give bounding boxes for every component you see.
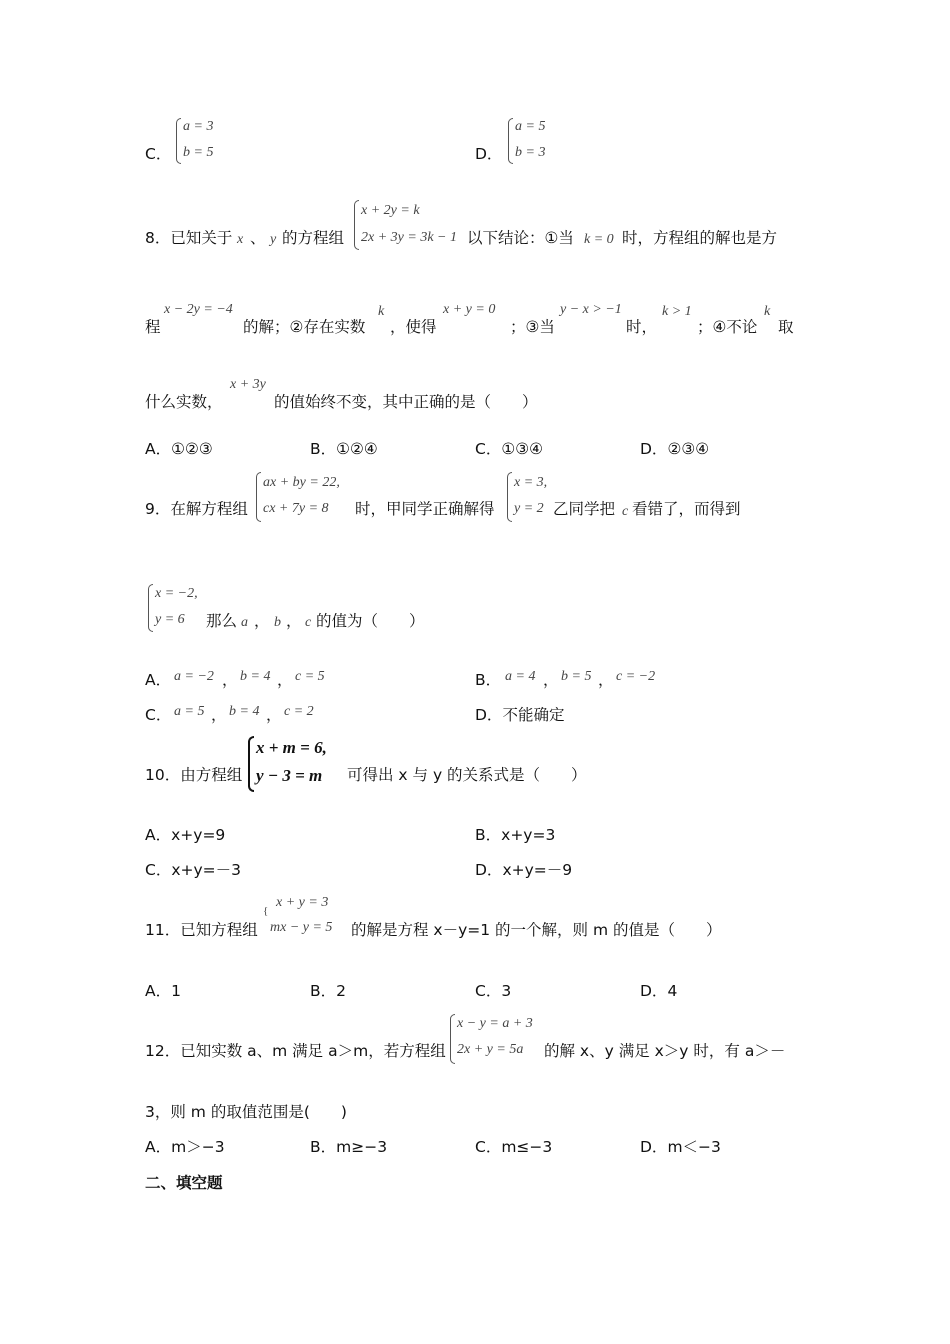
q12-option-b: B．m≥−3 bbox=[310, 1138, 388, 1156]
q8-var-y: y bbox=[270, 232, 277, 247]
q9-option-b-label: B． bbox=[475, 671, 502, 689]
q12-option-c: C．m≤−3 bbox=[475, 1138, 553, 1156]
q8-var-x: x bbox=[237, 232, 244, 247]
q9-option-c-v1: a = 5 bbox=[174, 704, 205, 719]
q10-option-d: D．x+y=－9 bbox=[475, 861, 573, 879]
q11-text-2: 的解是方程 x－y=1 的一个解，则 m 的值是（ ） bbox=[351, 921, 722, 939]
q9-system-eq2: cx + 7y = 8 bbox=[263, 501, 329, 516]
q7-option-d-eq2: b = 3 bbox=[515, 145, 546, 160]
q10-system-eq2: y − 3 = m bbox=[256, 766, 323, 785]
q9-wrong-brace bbox=[148, 584, 153, 632]
q7-option-c-eq1: a = 3 bbox=[183, 119, 214, 134]
q7-option-c-eq2: b = 5 bbox=[183, 145, 214, 160]
q8-text-6: 的解；②存在实数 bbox=[243, 318, 366, 336]
q12-option-a: A．m＞−3 bbox=[145, 1138, 225, 1156]
q9-var-c: c bbox=[622, 504, 629, 519]
q9-var-b: b bbox=[274, 615, 281, 630]
q8-sep: 、 bbox=[250, 229, 266, 247]
q9-option-a-v2: b = 4 bbox=[240, 669, 271, 684]
q8-text-13: 的值始终不变，其中正确的是（ ） bbox=[274, 393, 538, 411]
q10-option-c: C．x+y=－3 bbox=[145, 861, 242, 879]
q10-option-a: A．x+y=9 bbox=[145, 826, 226, 844]
q9-option-c-v3: c = 2 bbox=[284, 704, 314, 719]
q11-option-d: D．4 bbox=[640, 982, 678, 1000]
q8-eq-d: k > 1 bbox=[662, 304, 692, 319]
q9-option-b-v2: b = 5 bbox=[561, 669, 592, 684]
q8-text-11: 取 bbox=[778, 318, 794, 336]
q9-text-1: 9．在解方程组 bbox=[145, 500, 248, 518]
q8-text-8: ；③当 bbox=[510, 318, 555, 336]
q7-option-c-label: C． bbox=[145, 145, 172, 163]
q9-option-d: D．不能确定 bbox=[475, 706, 565, 724]
q9-option-c-label: C． bbox=[145, 706, 172, 724]
q8-option-b: B．①②④ bbox=[310, 440, 378, 458]
q9-option-b-v1: a = 4 bbox=[505, 669, 536, 684]
q7-option-d-label: D． bbox=[475, 145, 503, 163]
q10-system-eq1: x + m = 6, bbox=[256, 738, 327, 757]
q9-solution-eq2: y = 2 bbox=[514, 501, 544, 516]
q9-option-a-v1: a = −2 bbox=[174, 669, 214, 684]
q9-option-b-sep2: ， bbox=[598, 671, 614, 689]
q8-text-2: 的方程组 bbox=[282, 229, 345, 247]
q10-system-brace bbox=[248, 736, 254, 792]
q8-system-eq1: x + 2y = k bbox=[361, 203, 420, 218]
q9-comma-1: ， bbox=[254, 612, 270, 630]
section-2-title: 二、填空题 bbox=[145, 1174, 223, 1192]
q8-k-1: k bbox=[378, 304, 385, 319]
q9-option-a-sep1: ， bbox=[222, 671, 238, 689]
q9-comma-2: ， bbox=[286, 612, 302, 630]
q9-var-c-2: c bbox=[305, 615, 312, 630]
q9-text-3: 乙同学把 bbox=[553, 500, 616, 518]
q8-eq-c: y − x > −1 bbox=[560, 302, 622, 317]
q8-text-3: 以下结论：①当 bbox=[467, 229, 574, 247]
q8-k-2: k bbox=[764, 304, 771, 319]
q9-wrong-eq2: y = 6 bbox=[155, 612, 185, 627]
q11-system-eq2: mx − y = 5 bbox=[270, 920, 333, 935]
q8-system-brace bbox=[354, 200, 359, 250]
q9-option-c-v2: b = 4 bbox=[229, 704, 260, 719]
q9-text-5: 那么 bbox=[206, 612, 238, 630]
q9-system-eq1: ax + by = 22, bbox=[263, 475, 340, 490]
q12-system-brace bbox=[450, 1014, 455, 1064]
q9-option-c-sep1: ， bbox=[211, 706, 227, 724]
q8-text-5: 程 bbox=[145, 318, 161, 336]
q8-option-d: D．②③④ bbox=[640, 440, 710, 458]
q8-text-12: 什么实数， bbox=[145, 393, 223, 411]
q7-option-c-brace bbox=[176, 118, 181, 164]
q8-eq-b: x + y = 0 bbox=[443, 302, 496, 317]
q12-option-d: D．m＜−3 bbox=[640, 1138, 721, 1156]
q8-text-1: 8．已知关于 bbox=[145, 229, 233, 247]
q10-text-2: 可得出 x 与 y 的关系式是（ ） bbox=[347, 766, 587, 784]
q8-text-7: ，使得 bbox=[390, 318, 437, 336]
q9-option-b-sep1: ， bbox=[543, 671, 559, 689]
q8-text-10: ；④不论 bbox=[697, 318, 758, 336]
q11-system-eq1: x + y = 3 bbox=[276, 895, 329, 910]
q9-option-a-sep2: ， bbox=[277, 671, 293, 689]
q8-k-zero: k = 0 bbox=[584, 232, 614, 247]
q12-text-2: 的解 x、y 满足 x＞y 时，有 a＞－ bbox=[544, 1042, 786, 1060]
q12-text-3: 3，则 m 的取值范围是( ) bbox=[145, 1103, 347, 1121]
q9-system-brace bbox=[256, 472, 261, 522]
q9-var-a: a bbox=[241, 615, 248, 630]
q9-option-a-v3: c = 5 bbox=[295, 669, 325, 684]
q12-system-eq1: x − y = a + 3 bbox=[457, 1016, 533, 1031]
q11-option-c: C．3 bbox=[475, 982, 512, 1000]
q11-text-1: 11．已知方程组 bbox=[145, 921, 258, 939]
q8-option-a: A．①②③ bbox=[145, 440, 213, 458]
q8-eq-e: x + 3y bbox=[230, 377, 266, 392]
q9-text-4: 看错了，而得到 bbox=[632, 500, 741, 518]
q10-option-b: B．x+y=3 bbox=[475, 826, 556, 844]
q7-option-d-brace bbox=[508, 118, 513, 164]
q8-option-c: C．①③④ bbox=[475, 440, 544, 458]
q9-option-a-label: A． bbox=[145, 671, 172, 689]
q11-option-a: A．1 bbox=[145, 982, 181, 1000]
q10-text-1: 10．由方程组 bbox=[145, 766, 243, 784]
q9-wrong-eq1: x = −2, bbox=[155, 586, 198, 601]
q9-option-c-sep2: ， bbox=[266, 706, 282, 724]
q8-eq-a: x − 2y = −4 bbox=[164, 302, 233, 317]
q9-solution-eq1: x = 3, bbox=[514, 475, 548, 490]
q12-text-1: 12．已知实数 a、m 满足 a＞m，若方程组 bbox=[145, 1042, 446, 1060]
q9-text-6: 的值为（ ） bbox=[316, 612, 425, 630]
q9-option-b-v3: c = −2 bbox=[616, 669, 656, 684]
q9-text-2: 时，甲同学正确解得 bbox=[355, 500, 495, 518]
q11-system-brace: { bbox=[263, 905, 269, 917]
q11-option-b: B．2 bbox=[310, 982, 347, 1000]
q9-solution-brace bbox=[507, 472, 512, 522]
q8-text-4: 时，方程组的解也是方 bbox=[622, 229, 778, 247]
q7-option-d-eq1: a = 5 bbox=[515, 119, 546, 134]
q12-system-eq2: 2x + y = 5a bbox=[457, 1042, 524, 1057]
q8-text-9: 时， bbox=[626, 318, 658, 336]
q8-system-eq2: 2x + 3y = 3k − 1 bbox=[361, 230, 457, 245]
